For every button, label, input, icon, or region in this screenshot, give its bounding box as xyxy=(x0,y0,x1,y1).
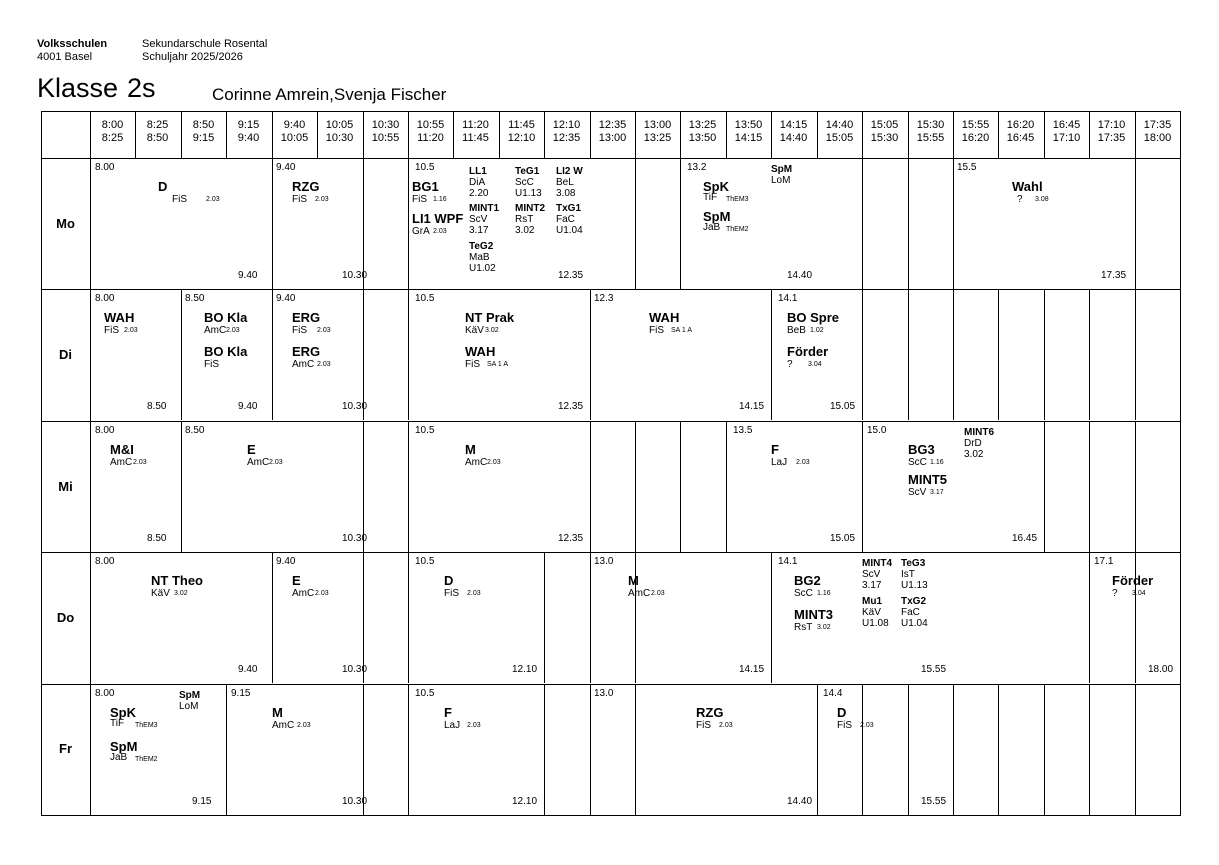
column-time-header: 12:10 12:35 xyxy=(552,119,581,144)
column-time-header: 8:50 9:15 xyxy=(192,119,215,144)
lesson-text: ERG xyxy=(292,344,321,359)
lesson-text: 12.10 xyxy=(512,796,538,807)
lesson-text: MINT1 xyxy=(469,203,499,214)
cell-separator xyxy=(408,158,409,289)
lesson-text: RZG xyxy=(696,705,724,720)
lesson-text: 14.1 xyxy=(778,556,798,567)
cell-separator xyxy=(771,289,772,420)
lesson-text: ? xyxy=(1017,194,1023,205)
cell-separator xyxy=(953,289,954,420)
lesson-text: 2.03 xyxy=(433,228,447,235)
lesson-text: 3.17 xyxy=(469,225,489,236)
lesson-text: BG3 xyxy=(908,442,935,457)
lesson-text: 10.30 xyxy=(342,796,368,807)
lesson-text: U1.13 xyxy=(901,580,928,591)
lesson-text: M xyxy=(465,442,476,457)
lesson-text: 1.16 xyxy=(817,590,831,597)
lesson-text: 14.1 xyxy=(778,293,798,304)
lesson-text: E xyxy=(292,573,301,588)
lesson-text: SpM xyxy=(771,164,793,175)
cell-separator xyxy=(181,421,182,552)
column-time-header: 10:30 10:55 xyxy=(371,119,400,144)
column-time-header: 13:50 14:15 xyxy=(734,119,763,144)
cell-separator xyxy=(1135,289,1136,420)
lesson-text: AmC xyxy=(292,588,315,599)
cell-separator xyxy=(862,289,863,420)
lesson-text: 2.03 xyxy=(719,722,733,729)
lesson-text: 3.17 xyxy=(930,489,944,496)
lesson-text: 2.03 xyxy=(315,590,329,597)
lesson-text: F xyxy=(444,705,452,720)
column-time-header: 9:15 9:40 xyxy=(237,119,260,144)
lesson-text: TiF xyxy=(703,192,718,203)
lesson-text: SA 1 A xyxy=(487,361,509,368)
lesson-text: 2.03 xyxy=(467,590,481,597)
lesson-text: 2.03 xyxy=(226,327,240,334)
column-time-header: 15:55 16:20 xyxy=(961,119,990,144)
lesson-text: U1.04 xyxy=(556,225,583,236)
column-time-header: 12:35 13:00 xyxy=(598,119,627,144)
lesson-text: BO Spre xyxy=(787,310,840,325)
column-time-header: 17:10 17:35 xyxy=(1097,119,1126,144)
lesson-text: 2.03 xyxy=(467,722,481,729)
lesson-text: 15.55 xyxy=(921,796,947,807)
lesson-text: 3.04 xyxy=(808,361,822,368)
lesson-text: 1.02 xyxy=(810,327,824,334)
lesson-text: TeG3 xyxy=(901,558,926,569)
lesson-text: 2.03 xyxy=(651,590,665,597)
column-time-header: 15:05 15:30 xyxy=(870,119,899,144)
lesson-text: 15.05 xyxy=(830,533,856,544)
lesson-text: 3.02 xyxy=(174,590,188,597)
lesson-text: 15.0 xyxy=(867,425,887,436)
lesson-text: WAH xyxy=(104,310,135,325)
lesson-text: 2.03 xyxy=(796,459,810,466)
cell-separator xyxy=(680,158,681,289)
cell-separator xyxy=(953,684,954,815)
lesson-text: MINT3 xyxy=(794,607,833,622)
lesson-text: ThEM3 xyxy=(135,722,158,729)
lesson-text: 18.00 xyxy=(1148,664,1174,675)
cell-separator xyxy=(1135,684,1136,815)
day-row-separator xyxy=(41,552,1180,553)
lesson-text: 3.02 xyxy=(515,225,535,236)
lesson-text: BeB xyxy=(787,325,806,336)
lesson-text: ThEM2 xyxy=(726,226,749,233)
day-label: Di xyxy=(59,347,72,362)
lesson-text: 12.10 xyxy=(512,664,538,675)
lesson-text: 9.40 xyxy=(238,401,258,412)
lesson-text: ScC xyxy=(794,588,813,599)
lesson-text: 8.50 xyxy=(185,425,205,436)
lesson-text: 2.03 xyxy=(317,361,331,368)
lesson-text: 3.08 xyxy=(1035,196,1049,203)
org-name: Volksschulen xyxy=(37,38,108,50)
cell-separator xyxy=(1089,421,1090,552)
lesson-text: SpK xyxy=(703,179,729,194)
lesson-text: Förder xyxy=(787,344,829,359)
lesson-text: FiS xyxy=(444,588,459,599)
lesson-text: 8.00 xyxy=(95,688,115,699)
cell-separator xyxy=(1044,684,1045,815)
grid-border-right xyxy=(1180,111,1181,815)
column-time-header: 13:00 13:25 xyxy=(643,119,672,144)
day-label: Do xyxy=(56,610,75,625)
timetable-grid xyxy=(41,111,1180,815)
cell-separator xyxy=(998,684,999,815)
cell-separator xyxy=(272,158,273,289)
lesson-text: RsT xyxy=(794,622,813,633)
lesson-text: 10.5 xyxy=(415,293,435,304)
cell-separator xyxy=(1089,684,1090,815)
column-time-header: 14:15 14:40 xyxy=(779,119,808,144)
cell-separator xyxy=(408,552,409,683)
lesson-text: 9.40 xyxy=(238,664,258,675)
lesson-text: 17.1 xyxy=(1094,556,1114,567)
lesson-text: 8.00 xyxy=(95,293,115,304)
lesson-text: 3.02 xyxy=(817,624,831,631)
class-name: 2s xyxy=(127,73,156,103)
lesson-text: 8.00 xyxy=(95,425,115,436)
lesson-text: DrD xyxy=(964,438,982,449)
cell-separator xyxy=(408,684,409,815)
lesson-text: ScV xyxy=(862,569,881,580)
day-label: Mo xyxy=(56,216,75,231)
lesson-text: D xyxy=(444,573,454,588)
lesson-text: 16.45 xyxy=(1012,533,1038,544)
lesson-text: ERG xyxy=(292,310,321,325)
column-time-header: 17:35 18:00 xyxy=(1143,119,1172,144)
lesson-text: E xyxy=(247,442,256,457)
lesson-text: 14.15 xyxy=(739,401,765,412)
lesson-text: AmC xyxy=(628,588,651,599)
lesson-text: 9.15 xyxy=(231,688,251,699)
lesson-text: ? xyxy=(787,359,793,370)
lesson-text: WAH xyxy=(465,344,496,359)
lesson-text: NT Theo xyxy=(151,573,203,588)
cell-separator xyxy=(635,158,636,289)
column-time-header: 10:55 11:20 xyxy=(416,119,445,144)
school-year: Schuljahr 2025/2026 xyxy=(142,51,243,63)
lesson-text: SpM xyxy=(110,739,138,754)
lesson-text: SpM xyxy=(703,209,731,224)
day-label: Mi xyxy=(58,479,73,494)
lesson-text: 13.2 xyxy=(687,162,707,173)
org-address: 4001 Basel xyxy=(37,51,93,63)
lesson-text: 10.30 xyxy=(342,270,368,281)
cell-separator xyxy=(1135,552,1136,683)
cell-separator xyxy=(908,684,909,815)
cell-separator xyxy=(862,421,863,552)
lesson-text: ScC xyxy=(908,457,927,468)
lesson-text: 3.04 xyxy=(1132,590,1146,597)
lesson-text: 2.03 xyxy=(297,722,311,729)
lesson-text: FaC xyxy=(556,214,575,225)
lesson-text: 13.5 xyxy=(733,425,753,436)
day-row-separator xyxy=(41,684,1180,685)
lesson-text: 2.03 xyxy=(487,459,501,466)
class-label: Klasse xyxy=(37,73,119,103)
cell-separator xyxy=(635,552,636,683)
lesson-text: RZG xyxy=(292,179,320,194)
cell-separator xyxy=(272,552,273,683)
lesson-text: FiS xyxy=(696,720,711,731)
day-column-separator xyxy=(90,111,91,815)
lesson-text: GrA xyxy=(412,226,430,237)
lesson-text: 2.03 xyxy=(133,459,147,466)
lesson-text: 9.40 xyxy=(276,556,296,567)
lesson-text: 10.30 xyxy=(342,664,368,675)
lesson-text: 2.03 xyxy=(860,722,874,729)
lesson-text: FiS xyxy=(837,720,852,731)
cell-separator xyxy=(590,552,591,683)
column-time-header: 14:40 15:05 xyxy=(825,119,854,144)
grid-border-bottom xyxy=(41,815,1181,816)
lesson-text: 3.08 xyxy=(556,188,576,199)
lesson-text: 9.40 xyxy=(276,162,296,173)
lesson-text: 12.35 xyxy=(558,270,584,281)
lesson-text: 3.17 xyxy=(862,580,882,591)
cell-separator xyxy=(771,552,772,683)
lesson-text: M xyxy=(628,573,639,588)
lesson-text: AmC xyxy=(272,720,295,731)
cell-separator xyxy=(1044,289,1045,420)
lesson-text: LI2 W xyxy=(556,166,583,177)
column-time-header: 11:20 11:45 xyxy=(462,119,489,144)
lesson-text: 8.50 xyxy=(147,401,167,412)
lesson-text: 13.0 xyxy=(594,556,614,567)
lesson-text: 12.35 xyxy=(558,533,584,544)
column-time-header: 9:40 10:05 xyxy=(280,119,309,144)
lesson-text: FiS xyxy=(412,194,427,205)
day-row-separator xyxy=(41,421,1180,422)
cell-separator xyxy=(590,684,591,815)
lesson-text: KäV xyxy=(465,325,484,336)
lesson-text: 2.03 xyxy=(317,327,331,334)
lesson-text: AmC xyxy=(204,325,227,336)
lesson-text: NT Prak xyxy=(465,310,515,325)
lesson-text: 8.50 xyxy=(185,293,205,304)
lesson-text: MINT5 xyxy=(908,472,947,487)
lesson-text: 15.05 xyxy=(830,401,856,412)
lesson-text: BO Kla xyxy=(204,344,248,359)
lesson-text: FiS xyxy=(204,359,219,370)
lesson-text: TxG1 xyxy=(556,203,582,214)
column-time-header: 15:30 15:55 xyxy=(916,119,945,144)
lesson-text: 9.40 xyxy=(276,293,296,304)
column-time-header: 16:20 16:45 xyxy=(1006,119,1035,144)
lesson-text: 10.30 xyxy=(342,401,368,412)
cell-separator xyxy=(272,289,273,420)
lesson-text: 8.50 xyxy=(147,533,167,544)
lesson-text: 14.40 xyxy=(787,796,813,807)
cell-separator xyxy=(181,289,182,420)
lesson-text: FiS xyxy=(292,194,307,205)
lesson-text: ThEM3 xyxy=(726,196,749,203)
lesson-text: AmC xyxy=(110,457,133,468)
lesson-text: LoM xyxy=(771,175,791,186)
lesson-text: FiS xyxy=(292,325,307,336)
lesson-text: 10.5 xyxy=(415,688,435,699)
lesson-text: ? xyxy=(1112,588,1118,599)
lesson-text: TeG2 xyxy=(469,241,494,252)
cell-separator xyxy=(998,289,999,420)
lesson-text: ScC xyxy=(515,177,534,188)
lesson-text: MINT2 xyxy=(515,203,545,214)
grid-border-top xyxy=(41,111,1180,112)
cell-separator xyxy=(590,289,591,420)
lesson-text: LL1 xyxy=(469,166,487,177)
lesson-text: 8.00 xyxy=(95,556,115,567)
lesson-text: 2.03 xyxy=(269,459,283,466)
lesson-text: LaJ xyxy=(444,720,461,731)
lesson-text: IsT xyxy=(901,569,915,580)
lesson-text: MINT4 xyxy=(862,558,892,569)
cell-separator xyxy=(908,289,909,420)
lesson-text: BG2 xyxy=(794,573,821,588)
cell-separator xyxy=(726,421,727,552)
cell-separator xyxy=(862,158,863,289)
lesson-text: MaB xyxy=(469,252,490,263)
lesson-text: Förder xyxy=(1112,573,1154,588)
lesson-text: JaB xyxy=(110,752,128,763)
header-separator xyxy=(41,158,1180,159)
lesson-text: ThEM2 xyxy=(135,756,158,763)
lesson-text: 14.40 xyxy=(787,270,813,281)
cell-separator xyxy=(1089,552,1090,683)
lesson-text: AmC xyxy=(465,457,488,468)
cell-separator xyxy=(590,421,591,552)
lesson-text: U1.02 xyxy=(469,263,496,274)
lesson-text: 10.5 xyxy=(415,425,435,436)
lesson-text: U1.04 xyxy=(901,618,928,629)
lesson-text: KäV xyxy=(862,607,881,618)
lesson-text: TeG1 xyxy=(515,166,540,177)
column-time-header: 11:45 12:10 xyxy=(507,119,536,144)
lesson-text: 10.5 xyxy=(415,162,435,173)
lesson-text: LI1 WPF xyxy=(412,211,464,226)
column-time-header: 16:45 17:10 xyxy=(1052,119,1081,144)
lesson-text: 10.30 xyxy=(342,533,368,544)
lesson-text: SpM xyxy=(179,690,201,701)
lesson-text: 3.02 xyxy=(485,327,499,334)
lesson-text: 2.20 xyxy=(469,188,489,199)
cell-separator xyxy=(226,684,227,815)
lesson-text: ScV xyxy=(908,487,927,498)
lesson-text: M xyxy=(272,705,283,720)
cell-separator xyxy=(1135,158,1136,289)
lesson-text: 15.5 xyxy=(957,162,977,173)
cell-separator xyxy=(408,289,409,420)
lesson-text: RsT xyxy=(515,214,534,225)
lesson-text: SpK xyxy=(110,705,136,720)
lesson-text: 12.3 xyxy=(594,293,614,304)
lesson-text: DiA xyxy=(469,177,486,188)
lesson-text: BO Kla xyxy=(204,310,248,325)
lesson-text: FiS xyxy=(649,325,664,336)
cell-separator xyxy=(635,684,636,815)
cell-separator xyxy=(544,684,545,815)
lesson-text: 13.0 xyxy=(594,688,614,699)
lesson-text: 12.35 xyxy=(558,401,584,412)
lesson-text: LaJ xyxy=(771,457,788,468)
lesson-text: D xyxy=(837,705,847,720)
cell-separator xyxy=(544,552,545,683)
lesson-text: MINT6 xyxy=(964,427,994,438)
lesson-text: 9.15 xyxy=(192,796,212,807)
lesson-text: SA 1 A xyxy=(671,327,693,334)
lesson-text: BG1 xyxy=(412,179,439,194)
lesson-text: 15.55 xyxy=(921,664,947,675)
cell-separator xyxy=(635,421,636,552)
cell-separator xyxy=(908,158,909,289)
cell-separator xyxy=(1044,421,1045,552)
lesson-text: 2.03 xyxy=(206,196,220,203)
day-row-separator xyxy=(41,289,1180,290)
lesson-text: FaC xyxy=(901,607,920,618)
lesson-text: FiS xyxy=(465,359,480,370)
cell-separator xyxy=(680,421,681,552)
lesson-text: TxG2 xyxy=(901,596,927,607)
cell-separator xyxy=(1135,421,1136,552)
lesson-text: Mu1 xyxy=(862,596,882,607)
cell-separator xyxy=(1089,289,1090,420)
lesson-text: D xyxy=(158,179,168,194)
lesson-text: 3.02 xyxy=(964,449,984,460)
column-time-header: 8:25 8:50 xyxy=(146,119,169,144)
cell-separator xyxy=(862,684,863,815)
lesson-text: AmC xyxy=(247,457,270,468)
lesson-text: 17.35 xyxy=(1101,270,1127,281)
lesson-text: U1.13 xyxy=(515,188,542,199)
lesson-text: U1.08 xyxy=(862,618,889,629)
lesson-text: 14.15 xyxy=(739,664,765,675)
lesson-text: WAH xyxy=(649,310,680,325)
lesson-text: FiS xyxy=(104,325,119,336)
column-time-header: 10:05 10:30 xyxy=(325,119,354,144)
lesson-text: FiS xyxy=(172,194,187,205)
lesson-text: M&I xyxy=(110,442,134,457)
lesson-text: LoM xyxy=(179,701,199,712)
cell-separator xyxy=(817,684,818,815)
lesson-text: F xyxy=(771,442,779,457)
day-label: Fr xyxy=(59,741,72,756)
lesson-text: Wahl xyxy=(1012,179,1043,194)
column-time-header: 13:25 13:50 xyxy=(688,119,717,144)
lesson-text: 1.16 xyxy=(930,459,944,466)
lesson-text: 2.03 xyxy=(315,196,329,203)
lesson-text: 10.5 xyxy=(415,556,435,567)
column-time-header: 8:00 8:25 xyxy=(101,119,124,144)
lesson-text: AmC xyxy=(292,359,315,370)
lesson-text: JaB xyxy=(703,222,721,233)
cell-separator xyxy=(953,158,954,289)
lesson-text: TiF xyxy=(110,718,125,729)
lesson-text: 9.40 xyxy=(238,270,258,281)
lesson-text: 14.4 xyxy=(823,688,843,699)
school-name: Sekundarschule Rosental xyxy=(142,38,268,50)
cell-separator xyxy=(408,421,409,552)
lesson-text: 8.00 xyxy=(95,162,115,173)
lesson-text: 1.16 xyxy=(433,196,447,203)
lesson-text: 2.03 xyxy=(124,327,138,334)
lesson-text: BeL xyxy=(556,177,574,188)
lesson-text: KäV xyxy=(151,588,170,599)
class-teachers: Corinne Amrein,Svenja Fischer xyxy=(212,85,447,104)
lesson-text: ScV xyxy=(469,214,488,225)
